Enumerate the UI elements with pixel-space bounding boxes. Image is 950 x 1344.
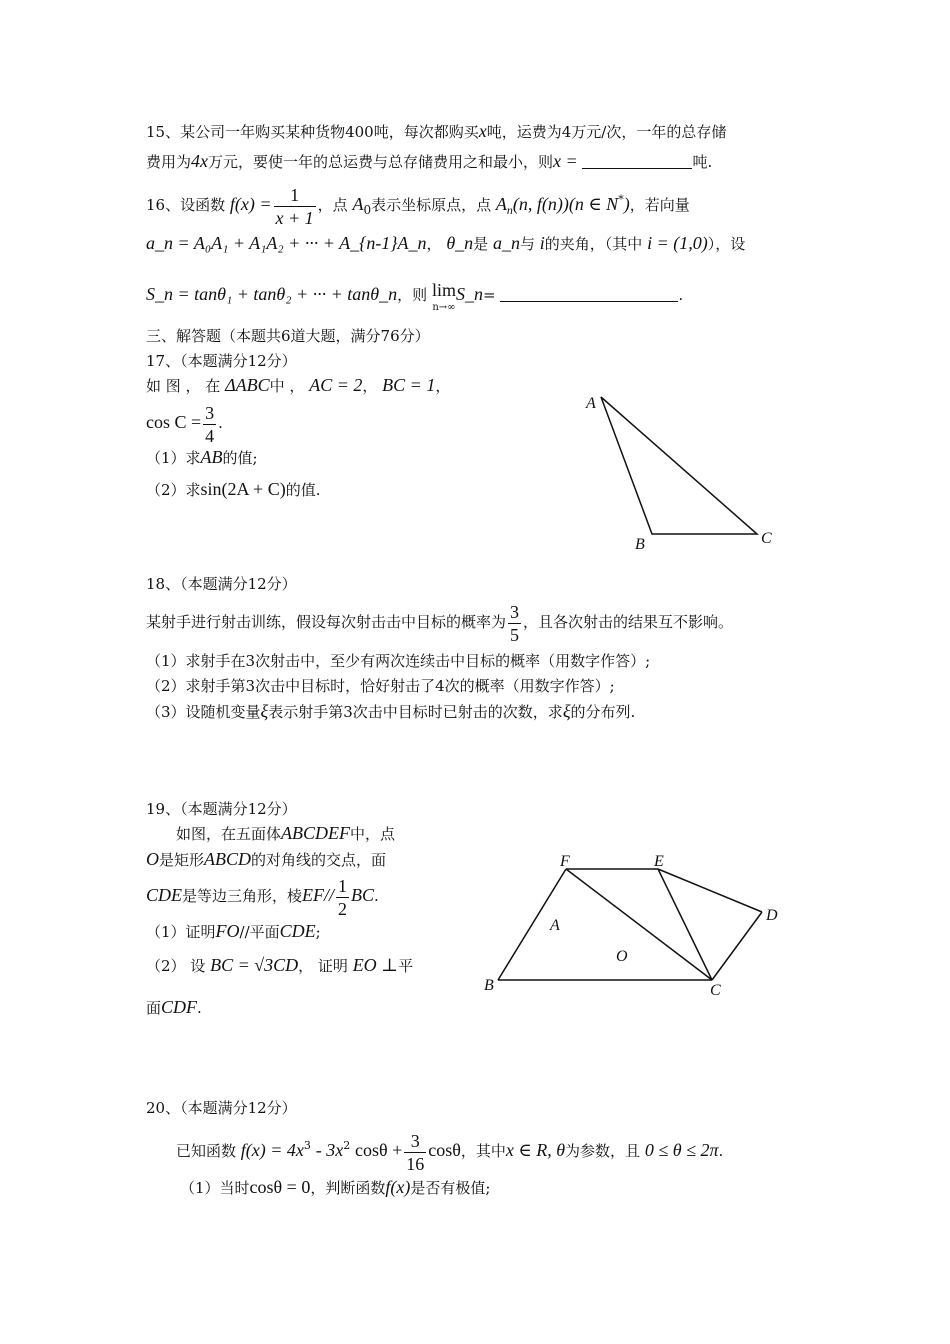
q18-line1: 某射手进行射击训练，假设每次射击击中目标的概率为 $\frac{3}{5}$ ，且各次射击的结果互不影响。 bbox=[146, 601, 734, 645]
label-b: B bbox=[635, 536, 645, 553]
q17-part2: （2）求sin(2A + C)的值. bbox=[146, 479, 321, 499]
q15-line2: 费用为4x万元，要使一年的总运费与总存储费用之和最小，则x = 吨. bbox=[146, 151, 713, 171]
q16-fraction: $\frac{1}{x + 1}$ bbox=[275, 184, 314, 228]
label-d: D bbox=[766, 907, 778, 924]
q17-line2: cos C = $\frac{3}{4}$ . bbox=[146, 402, 223, 446]
q19-part1: （1）证明FO//平面CDE; bbox=[146, 921, 321, 941]
label-b2: B bbox=[484, 977, 494, 994]
limit-operator: lim n→∞ bbox=[431, 280, 456, 313]
label-e: E bbox=[654, 853, 664, 870]
figure-edges bbox=[498, 869, 762, 980]
pentahedron-figure bbox=[480, 850, 790, 1000]
label-f: F bbox=[560, 853, 570, 870]
q15-line1: 15、某公司一年购买某种货物400吨，每次都购买x吨，运费为4万元/次，一年的总存储 bbox=[146, 121, 727, 141]
q20-line1: 已知函数 $f(x) = 4x^3 - 3x^2$ cosθ + $\frac{3}{16}$ cosθ，其中x ∈ R, θ为参数，且 0 ≤ θ ≤ 2π. bbox=[176, 1130, 724, 1174]
q18-heading: 18、（本题满分12分） bbox=[146, 575, 297, 593]
q16-line1: 16、设函数 f(x) = $\frac{1}{x + 1}$ ，点 $A_0$表示坐标原点，点 $A_n(n$, f(n))(n ∈ N*)，若向量 bbox=[146, 184, 690, 228]
q18-part1: （1）求射手在3次射击中，至少有两次连续击中目标的概率（用数字作答）; bbox=[146, 652, 651, 670]
q19-line2: O是矩形ABCD的对角线的交点，面 bbox=[146, 849, 387, 869]
q17-part1: （1）求AB的值; bbox=[146, 447, 258, 467]
section-heading: 三、解答题（本题共6道大题，满分76分） bbox=[146, 327, 430, 345]
q20-part1: （1）当时cosθ = 0，判断函数f(x)是否有极值; bbox=[180, 1177, 491, 1197]
q18-part2: （2）求射手第3次击中目标时，恰好射击了4次的概率（用数字作答）; bbox=[146, 677, 615, 695]
label-a2: A bbox=[550, 917, 560, 934]
answer-blank-15[interactable] bbox=[582, 152, 692, 169]
q20-heading: 20、（本题满分12分） bbox=[146, 1099, 297, 1117]
q19-part2: （2） 设 BC = √3CD， 证明 EO ⊥平 bbox=[146, 955, 414, 975]
q19-line1: 如图，在五面体ABCDEF中，点 bbox=[176, 823, 396, 843]
label-c2: C bbox=[710, 982, 721, 999]
answer-blank-16[interactable] bbox=[500, 285, 678, 302]
q17-heading: 17、（本题满分12分） bbox=[146, 352, 297, 370]
q19-heading: 19、（本题满分12分） bbox=[146, 800, 297, 818]
label-a: A bbox=[586, 395, 596, 412]
label-o: O bbox=[616, 948, 628, 965]
triangle-figure bbox=[580, 385, 780, 555]
q19-part2-cont: 面CDF. bbox=[146, 997, 202, 1017]
q16-line3: S_n = tanθ₁ + tanθ₂ + ··· + tanθ_n，则 lim n→∞S_n= . bbox=[146, 280, 684, 313]
q16-line2: a_n = A₀A₁ + A₁A₂ + ··· + A_{n-1}A_n， θ_n是 a_n与 i的夹角，（其中 i = (1,0)），设 bbox=[146, 233, 746, 253]
q18-part3: （3）设随机变量ξ表示射手第3次击中目标时已射击的次数，求ξ的分布列. bbox=[146, 701, 636, 721]
label-c: C bbox=[761, 530, 772, 547]
q17-line1: 如 图 ， 在 ΔABC中 ， AC = 2， BC = 1， bbox=[146, 375, 451, 395]
q19-line3: CDE是等边三角形，棱EF// $\frac{1}{2}$ BC. bbox=[146, 875, 379, 919]
triangle-abc bbox=[601, 397, 757, 534]
